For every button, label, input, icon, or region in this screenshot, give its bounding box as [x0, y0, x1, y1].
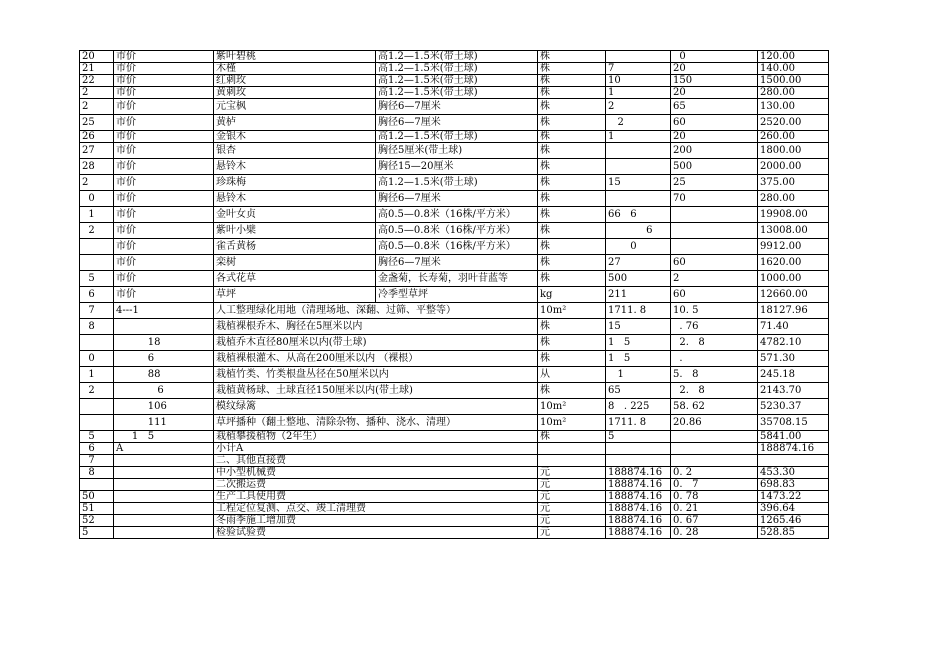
- table-row: [80, 255, 829, 271]
- table-row: [80, 223, 829, 239]
- cell-price: 10. 5: [671, 303, 758, 319]
- cell-qty: 1: [606, 87, 671, 99]
- cell-unit: 株: [538, 159, 606, 175]
- cell-price: [671, 443, 758, 455]
- cell-no: 6: [80, 443, 114, 455]
- cell-qty: 188874.16: [606, 467, 671, 479]
- table-row: [80, 175, 829, 191]
- cell-name: 小计A: [214, 443, 538, 455]
- cell-price: 2. 8: [671, 383, 758, 399]
- cell-no: 6: [80, 287, 114, 303]
- table-row: [80, 207, 829, 223]
- cell-spec: 胸径6—7厘米: [376, 255, 538, 271]
- cell-qty: 8 . 225: [606, 399, 671, 415]
- cell-qty: 1711. 8: [606, 415, 671, 431]
- cell-qty: 188874.16: [606, 479, 671, 491]
- cell-code: 市价: [114, 51, 214, 63]
- cell-unit: 株: [538, 63, 606, 75]
- cell-name: 草坪: [214, 287, 376, 303]
- cell-price: [671, 239, 758, 255]
- cell-name: 二次搬运费: [214, 479, 538, 491]
- cell-price: 60: [671, 287, 758, 303]
- cell-unit: 元: [538, 479, 606, 491]
- cell-name: 栽植黄杨球、土球直径150厘米以内(带土球): [214, 383, 538, 399]
- cell-name: 二、其他直接费: [214, 455, 538, 467]
- cell-name: 金叶女贞: [214, 207, 376, 223]
- cell-spec: 高1.2—1.5米(带土球): [376, 63, 538, 75]
- cell-name: 木槿: [214, 63, 376, 75]
- table-row: [80, 271, 829, 287]
- cell-no: [80, 239, 114, 255]
- cell-unit: 株: [538, 207, 606, 223]
- cell-name: 草坪播种（翻土整地、清除杂物、播种、浇水、清理）: [214, 415, 538, 431]
- cell-qty: 2: [606, 115, 671, 131]
- cell-code: 市价: [114, 115, 214, 131]
- cell-qty: [606, 143, 671, 159]
- table-row: [80, 239, 829, 255]
- cell-name: 雀舌黄杨: [214, 239, 376, 255]
- cell-code: [114, 527, 214, 539]
- cell-code: 111: [114, 415, 214, 431]
- cost-table: [79, 50, 829, 539]
- cell-spec: 胸径6—7厘米: [376, 99, 538, 115]
- table-row: [80, 415, 829, 431]
- cell-unit: 元: [538, 515, 606, 527]
- cell-price: 0. 67: [671, 515, 758, 527]
- table-row: [80, 383, 829, 399]
- cell-price: 0. 28: [671, 527, 758, 539]
- cell-amount: [758, 455, 829, 467]
- cell-unit: 元: [538, 491, 606, 503]
- cell-code: 市价: [114, 239, 214, 255]
- cell-no: 5: [80, 527, 114, 539]
- cell-price: 65: [671, 99, 758, 115]
- cell-price: 2: [671, 271, 758, 287]
- table-row: [80, 515, 829, 527]
- cell-name: 栽植裸根灌木、从高在200厘米以内 （裸根）: [214, 351, 538, 367]
- cell-unit: 元: [538, 527, 606, 539]
- table-row: [80, 335, 829, 351]
- cell-qty: 2: [606, 99, 671, 115]
- cell-spec: 胸径6—7厘米: [376, 191, 538, 207]
- cell-no: 0: [80, 191, 114, 207]
- table-row: [80, 491, 829, 503]
- cell-name: 悬铃木: [214, 159, 376, 175]
- cell-amount: 280.00: [758, 191, 829, 207]
- cell-unit: 株: [538, 319, 606, 335]
- cell-amount: 4782.10: [758, 335, 829, 351]
- cell-qty: [606, 191, 671, 207]
- cell-amount: 571.30: [758, 351, 829, 367]
- cell-code: 6: [114, 383, 214, 399]
- cell-amount: 2000.00: [758, 159, 829, 175]
- table-row: [80, 159, 829, 175]
- table-row: [80, 467, 829, 479]
- table-row: [80, 87, 829, 99]
- cell-qty: 5: [606, 431, 671, 443]
- cell-unit: 株: [538, 431, 606, 443]
- cell-name: 检验试验费: [214, 527, 538, 539]
- cell-name: 人工整理绿化用地（清理场地、深翻、过筛、平整等）: [214, 303, 538, 319]
- table-row: [80, 287, 829, 303]
- cell-no: 50: [80, 491, 114, 503]
- cell-price: 200: [671, 143, 758, 159]
- cell-name: 冬雨季施工增加费: [214, 515, 538, 527]
- cell-code: 市价: [114, 143, 214, 159]
- cell-unit: 10m²: [538, 303, 606, 319]
- cell-price: 20: [671, 87, 758, 99]
- cell-unit: 株: [538, 191, 606, 207]
- cell-qty: [606, 51, 671, 63]
- cell-qty: 66 6: [606, 207, 671, 223]
- cell-amount: 1500.00: [758, 75, 829, 87]
- cell-unit: [538, 443, 606, 455]
- cell-code: [114, 479, 214, 491]
- cell-name: 栽植乔木直径80厘米以内(带土球): [214, 335, 538, 351]
- cell-amount: 9912.00: [758, 239, 829, 255]
- cell-name: 模纹绿篱: [214, 399, 538, 415]
- cell-qty: 15: [606, 175, 671, 191]
- table-row: [80, 131, 829, 143]
- cell-spec: 高0.5—0.8米（16株/平方米）: [376, 207, 538, 223]
- cell-amount: 12660.00: [758, 287, 829, 303]
- cell-no: 2: [80, 223, 114, 239]
- cell-amount: 2520.00: [758, 115, 829, 131]
- cell-code: 88: [114, 367, 214, 383]
- cell-price: .: [671, 351, 758, 367]
- cell-amount: 18127.96: [758, 303, 829, 319]
- cell-price: 20: [671, 131, 758, 143]
- cell-unit: 株: [538, 115, 606, 131]
- cell-no: 1: [80, 207, 114, 223]
- cell-unit: 株: [538, 351, 606, 367]
- cell-code: 市价: [114, 131, 214, 143]
- cell-no: 25: [80, 115, 114, 131]
- cell-amount: 2143.70: [758, 383, 829, 399]
- cell-no: 2: [80, 383, 114, 399]
- table-row: [80, 431, 829, 443]
- cell-code: 市价: [114, 87, 214, 99]
- cell-no: 52: [80, 515, 114, 527]
- cell-spec: 冷季型草坪: [376, 287, 538, 303]
- cell-price: 0: [671, 51, 758, 63]
- cell-name: 红刺玫: [214, 75, 376, 87]
- cell-unit: 株: [538, 51, 606, 63]
- cell-code: 市价: [114, 207, 214, 223]
- table-row: [80, 399, 829, 415]
- cell-no: 2: [80, 87, 114, 99]
- cell-unit: 株: [538, 223, 606, 239]
- cell-price: 20: [671, 63, 758, 75]
- cell-amount: 528.85: [758, 527, 829, 539]
- table-row: [80, 443, 829, 455]
- cell-no: 20: [80, 51, 114, 63]
- cell-price: [671, 455, 758, 467]
- table-row: [80, 503, 829, 515]
- cell-name: 栾树: [214, 255, 376, 271]
- cell-price: 70: [671, 191, 758, 207]
- cell-qty: 1 5: [606, 335, 671, 351]
- cell-amount: 375.00: [758, 175, 829, 191]
- cell-price: 0. 78: [671, 491, 758, 503]
- table-row: [80, 99, 829, 115]
- table-body: [80, 51, 829, 539]
- cell-price: 0. 21: [671, 503, 758, 515]
- cell-price: 20.86: [671, 415, 758, 431]
- cell-no: 8: [80, 467, 114, 479]
- cell-no: 51: [80, 503, 114, 515]
- cell-spec: 高1.2—1.5米(带土球): [376, 175, 538, 191]
- cell-no: 1: [80, 367, 114, 383]
- cell-name: 生产工具使用费: [214, 491, 538, 503]
- cell-name: 栽植攀援植物（2年生）: [214, 431, 538, 443]
- cell-unit: 株: [538, 175, 606, 191]
- cell-amount: 19908.00: [758, 207, 829, 223]
- cell-spec: 高1.2—1.5米(带土球): [376, 87, 538, 99]
- cell-code: 市价: [114, 63, 214, 75]
- cell-price: 2. 8: [671, 335, 758, 351]
- cell-name: 中小型机械费: [214, 467, 538, 479]
- cell-unit: 株: [538, 255, 606, 271]
- cell-price: [671, 431, 758, 443]
- cell-name: 栽植裸根乔木、胸径在5厘米以内: [214, 319, 538, 335]
- cell-code: [114, 503, 214, 515]
- cell-qty: 188874.16: [606, 515, 671, 527]
- cell-price: 25: [671, 175, 758, 191]
- cell-amount: 280.00: [758, 87, 829, 99]
- cell-spec: 高0.5—0.8米（16株/平方米）: [376, 223, 538, 239]
- cell-qty: 500: [606, 271, 671, 287]
- cell-amount: 396.64: [758, 503, 829, 515]
- cell-code: [114, 319, 214, 335]
- cell-qty: 188874.16: [606, 527, 671, 539]
- cell-name: 黄刺玫: [214, 87, 376, 99]
- cell-price: 0. 7: [671, 479, 758, 491]
- cell-unit: 株: [538, 87, 606, 99]
- cell-name: 紫叶碧桃: [214, 51, 376, 63]
- cell-name: 紫叶小檗: [214, 223, 376, 239]
- cell-unit: 株: [538, 99, 606, 115]
- cell-code: 106: [114, 399, 214, 415]
- cell-price: 150: [671, 75, 758, 87]
- table-row: [80, 143, 829, 159]
- cell-unit: 从: [538, 367, 606, 383]
- cell-qty: 15: [606, 319, 671, 335]
- cell-price: 60: [671, 255, 758, 271]
- cell-no: 27: [80, 143, 114, 159]
- cell-spec: 胸径15—20厘米: [376, 159, 538, 175]
- table-row: [80, 319, 829, 335]
- table-row: [80, 351, 829, 367]
- cell-amount: 698.83: [758, 479, 829, 491]
- cell-no: 5: [80, 271, 114, 287]
- cell-qty: 27: [606, 255, 671, 271]
- cell-spec: 胸径6—7厘米: [376, 115, 538, 131]
- cell-price: 60: [671, 115, 758, 131]
- table-row: [80, 63, 829, 75]
- table-row: [80, 115, 829, 131]
- cell-no: 8: [80, 319, 114, 335]
- cell-qty: [606, 455, 671, 467]
- cell-no: 21: [80, 63, 114, 75]
- cell-unit: [538, 455, 606, 467]
- cell-no: [80, 255, 114, 271]
- cell-code: 4---1: [114, 303, 214, 319]
- cell-no: 2: [80, 175, 114, 191]
- cell-qty: 211: [606, 287, 671, 303]
- cell-amount: 1265.46: [758, 515, 829, 527]
- cell-price: [671, 207, 758, 223]
- cell-price: 500: [671, 159, 758, 175]
- cell-code: 市价: [114, 223, 214, 239]
- cell-qty: 188874.16: [606, 491, 671, 503]
- cell-code: 市价: [114, 75, 214, 87]
- cell-amount: 260.00: [758, 131, 829, 143]
- cell-unit: 株: [538, 335, 606, 351]
- cell-amount: 71.40: [758, 319, 829, 335]
- cell-amount: 453.30: [758, 467, 829, 479]
- cell-no: [80, 335, 114, 351]
- cell-name: 黄栌: [214, 115, 376, 131]
- cell-name: 珍珠梅: [214, 175, 376, 191]
- cell-unit: kg: [538, 287, 606, 303]
- cell-no: [80, 479, 114, 491]
- cell-qty: 65: [606, 383, 671, 399]
- cell-unit: 10m²: [538, 399, 606, 415]
- cell-qty: 6: [606, 223, 671, 239]
- cell-code: 1 5: [114, 431, 214, 443]
- table-row: [80, 75, 829, 87]
- cell-no: 26: [80, 131, 114, 143]
- cell-qty: 1: [606, 131, 671, 143]
- cell-code: [114, 467, 214, 479]
- table-row: [80, 51, 829, 63]
- cell-code: 市价: [114, 271, 214, 287]
- cell-amount: 1473.22: [758, 491, 829, 503]
- cell-code: 6: [114, 351, 214, 367]
- cell-unit: 株: [538, 383, 606, 399]
- cell-unit: 元: [538, 503, 606, 515]
- cell-price: 0. 2: [671, 467, 758, 479]
- cell-no: 22: [80, 75, 114, 87]
- cell-price: 5. 8: [671, 367, 758, 383]
- cell-spec: 金盏菊，长寿菊，羽叶苷蓝等: [376, 271, 538, 287]
- cell-code: [114, 491, 214, 503]
- cell-qty: [606, 159, 671, 175]
- cell-unit: 10m²: [538, 415, 606, 431]
- cell-name: 金银木: [214, 131, 376, 143]
- cell-name: 悬铃木: [214, 191, 376, 207]
- cell-name: 银杏: [214, 143, 376, 159]
- cell-amount: 140.00: [758, 63, 829, 75]
- cell-name: 工程定位复测、点交、竣工清理费: [214, 503, 538, 515]
- cell-qty: [606, 443, 671, 455]
- cell-spec: 高0.5—0.8米（16株/平方米）: [376, 239, 538, 255]
- cell-code: 市价: [114, 159, 214, 175]
- cell-amount: 13008.00: [758, 223, 829, 239]
- cell-no: [80, 415, 114, 431]
- cell-code: 市价: [114, 255, 214, 271]
- cell-code: 市价: [114, 99, 214, 115]
- cell-amount: 5230.37: [758, 399, 829, 415]
- cell-name: 各式花草: [214, 271, 376, 287]
- table-row: [80, 527, 829, 539]
- cell-spec: 高1.2—1.5米(带土球): [376, 131, 538, 143]
- cell-price: . 76: [671, 319, 758, 335]
- cell-qty: 1711. 8: [606, 303, 671, 319]
- cell-amount: 188874.16: [758, 443, 829, 455]
- cell-amount: 245.18: [758, 367, 829, 383]
- cell-no: [80, 399, 114, 415]
- cell-no: 0: [80, 351, 114, 367]
- cell-qty: 7: [606, 63, 671, 75]
- cell-code: A: [114, 443, 214, 455]
- cell-code: 市价: [114, 287, 214, 303]
- cell-no: 2: [80, 99, 114, 115]
- cell-amount: 120.00: [758, 51, 829, 63]
- cell-code: 18: [114, 335, 214, 351]
- cell-amount: 5841.00: [758, 431, 829, 443]
- cell-amount: 35708.15: [758, 415, 829, 431]
- cell-unit: 株: [538, 131, 606, 143]
- cell-unit: 株: [538, 271, 606, 287]
- cell-no: 28: [80, 159, 114, 175]
- cell-spec: 高1.2—1.5米(带土球): [376, 51, 538, 63]
- table-row: [80, 479, 829, 491]
- cell-qty: 188874.16: [606, 503, 671, 515]
- cell-amount: 130.00: [758, 99, 829, 115]
- cell-unit: 株: [538, 239, 606, 255]
- table-row: [80, 367, 829, 383]
- cell-qty: 1 5: [606, 351, 671, 367]
- cell-unit: 株: [538, 143, 606, 159]
- cell-spec: 胸径5厘米(带土球): [376, 143, 538, 159]
- table-row: [80, 191, 829, 207]
- cell-qty: 10: [606, 75, 671, 87]
- cell-name: 元宝枫: [214, 99, 376, 115]
- cell-spec: 高1.2—1.5米(带土球): [376, 75, 538, 87]
- cell-no: 7: [80, 455, 114, 467]
- cell-code: [114, 455, 214, 467]
- cell-code: 市价: [114, 175, 214, 191]
- cell-unit: 株: [538, 75, 606, 87]
- cell-code: [114, 515, 214, 527]
- cell-no: 5: [80, 431, 114, 443]
- cell-amount: 1800.00: [758, 143, 829, 159]
- table-row: [80, 303, 829, 319]
- cell-no: 7: [80, 303, 114, 319]
- cell-amount: 1000.00: [758, 271, 829, 287]
- cell-price: [671, 223, 758, 239]
- cell-price: 58. 62: [671, 399, 758, 415]
- cell-qty: 1: [606, 367, 671, 383]
- cell-amount: 1620.00: [758, 255, 829, 271]
- cell-code: 市价: [114, 191, 214, 207]
- cell-unit: 元: [538, 467, 606, 479]
- table-row: [80, 455, 829, 467]
- cell-name: 栽植竹类、竹类根盘丛径在50厘米以内: [214, 367, 538, 383]
- cell-qty: 0: [606, 239, 671, 255]
